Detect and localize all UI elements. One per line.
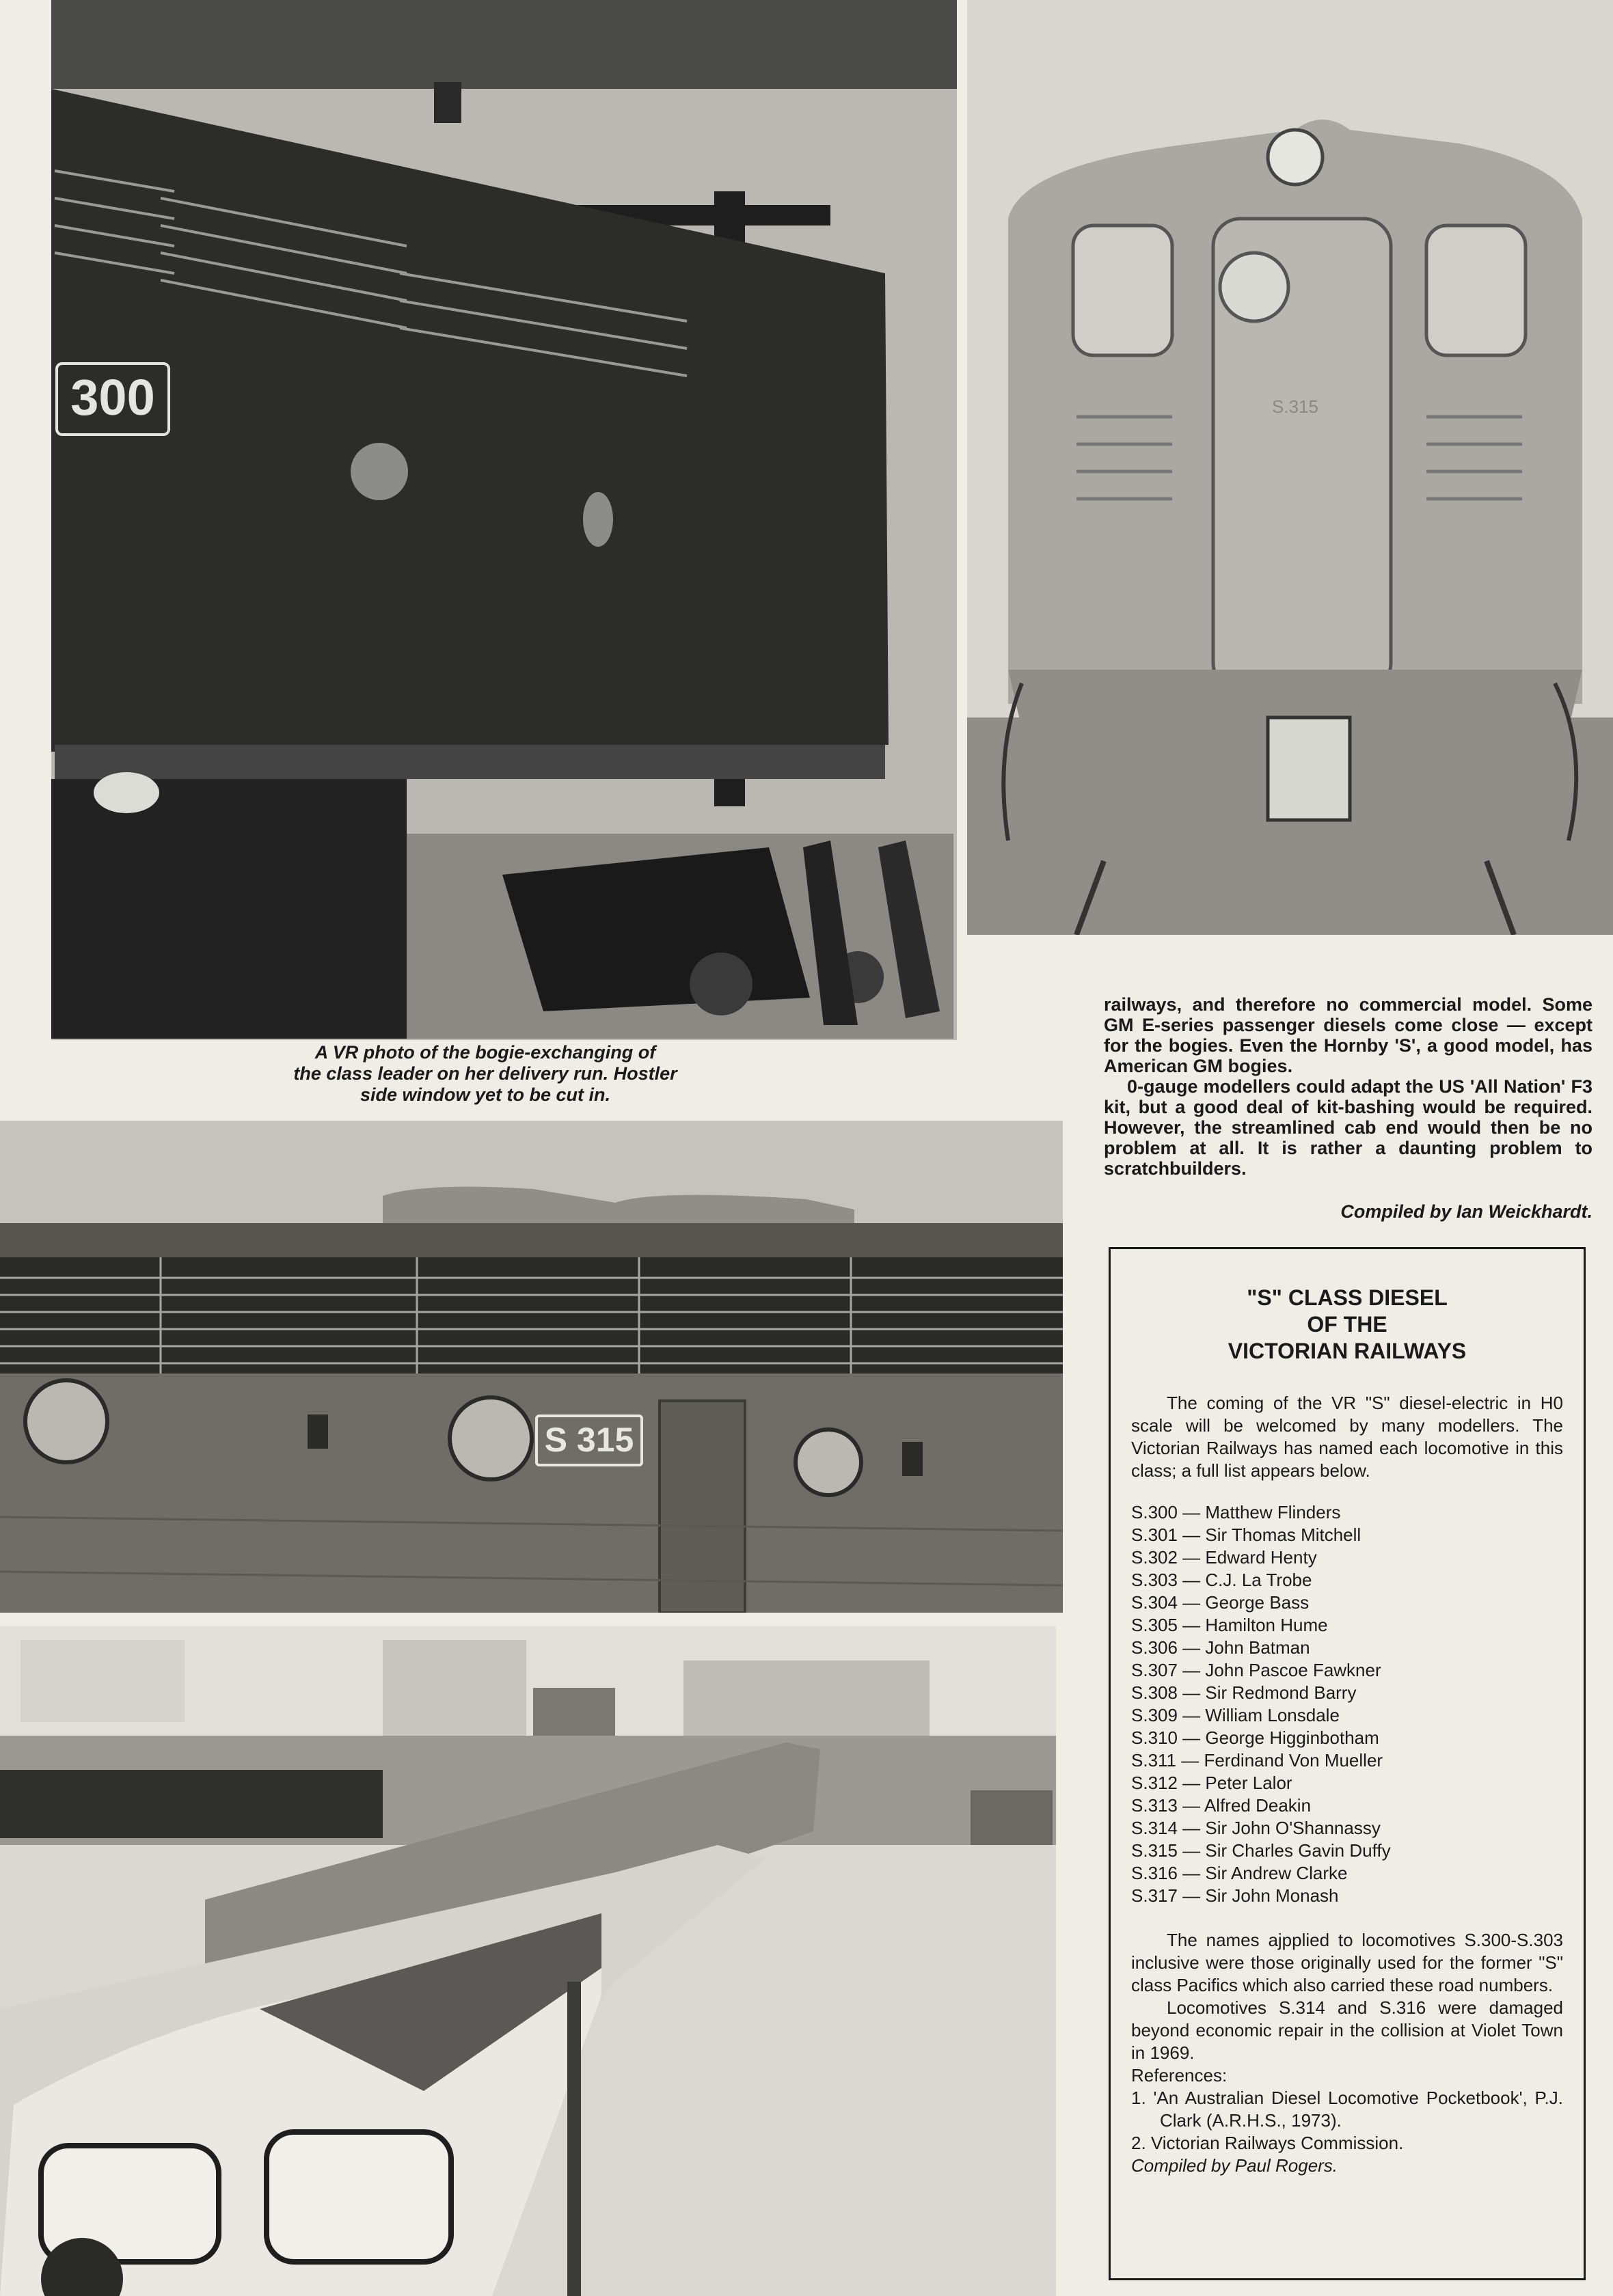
caption-line: the class leader on her delivery run. Hostler [293,1063,677,1084]
caption-line: side window yet to be cut in. [360,1084,611,1105]
article-credit: Compiled by Ian Weickhardt. [1340,1201,1592,1222]
list-item: S.316 — Sir Andrew Clarke [1131,1863,1348,1883]
caption-line: A VR photo of the bogie-exchanging of [314,1042,656,1063]
number-plate-s315-front: S.315 [1272,396,1318,417]
list-item: S.303 — C.J. La Trobe [1131,1570,1312,1590]
list-item: S.304 — George Bass [1131,1592,1310,1613]
photo-caption [226,1042,745,1106]
box-title-line: OF THE [1307,1312,1387,1337]
references-heading: References: [1131,2065,1228,2086]
list-item: S.311 — Ferdinand Von Mueller [1131,1750,1383,1771]
list-item: S.305 — Hamilton Hume [1131,1615,1328,1635]
list-item: S.306 — John Batman [1131,1637,1310,1658]
box-title [1131,1285,1563,1365]
list-item: S.314 — Sir John O'Shannassy [1131,1818,1381,1838]
reference-item: 1. 'An Australian Diesel Locomotive Pocketbook', P.J. Clark (A.R.H.S., 1973). [1131,2088,1563,2131]
number-plate-300: 300 [55,362,170,436]
list-item: S.310 — George Higginbotham [1131,1727,1379,1748]
list-item: S.300 — Matthew Flinders [1131,1502,1341,1522]
photo-side-s315 [0,1121,1063,1613]
list-item: S.307 — John Pascoe Fawkner [1131,1660,1381,1680]
photo-cab-rear-end [967,0,1613,935]
list-item: S.301 — Sir Thomas Mitchell [1131,1525,1361,1545]
list-item: S.312 — Peter Lalor [1131,1773,1292,1793]
article-paragraph: 0-gauge modellers could adapt the US 'All Nation' F3 kit, but a good deal of kit-bashing would be required. However, the streamlined cab end would then be no problem at all. It is rather a daunting problem to scratchbuilders. [1104,1076,1592,1179]
box-credit: Compiled by Paul Rogers. [1131,2155,1338,2176]
box-intro: The coming of the VR "S" diesel-electric in H0 scale will be welcomed by many modellers. The Victorian Railways has named each locomotive in this class; a full list appears below. [1131,1393,1563,1481]
list-item: S.309 — William Lonsdale [1131,1705,1340,1725]
list-item: S.313 — Alfred Deakin [1131,1795,1312,1816]
photo-station-yard [0,1626,1056,2296]
box-note-names: The names ajpplied to locomotives S.300-S.303 inclusive were those originally used for the former "S" class Pacifics which also carried these road numbers. [1131,1930,1563,1995]
number-plate-s315-side: S 315 [535,1414,643,1466]
reference-item: 2. Victorian Railways Commission. [1131,2133,1404,2153]
article-paragraph: railways, and therefore no commercial model. Some GM E-series passenger diesels come close — except for the bogies. Even the Hornby 'S', a good model, has American GM bogies. [1104,994,1592,1076]
list-item: S.302 — Edward Henty [1131,1547,1317,1568]
list-item: S.308 — Sir Redmond Barry [1131,1682,1357,1703]
article-text [1104,994,1592,1179]
box-title-line: "S" CLASS DIESEL [1247,1285,1448,1310]
locomotive-list [1131,1501,1563,1907]
list-item: S.317 — Sir John Monash [1131,1885,1339,1906]
box-note-collision: Locomotives S.314 and S.316 were damaged beyond economic repair in the collision at Violet Town in 1969. [1131,1997,1563,2063]
list-item: S.315 — Sir Charles Gavin Duffy [1131,1840,1391,1861]
photo-bogie-exchange [51,0,957,1040]
box-title-line: VICTORIAN RAILWAYS [1228,1339,1467,1363]
sidebar-box [1109,1247,1586,2280]
